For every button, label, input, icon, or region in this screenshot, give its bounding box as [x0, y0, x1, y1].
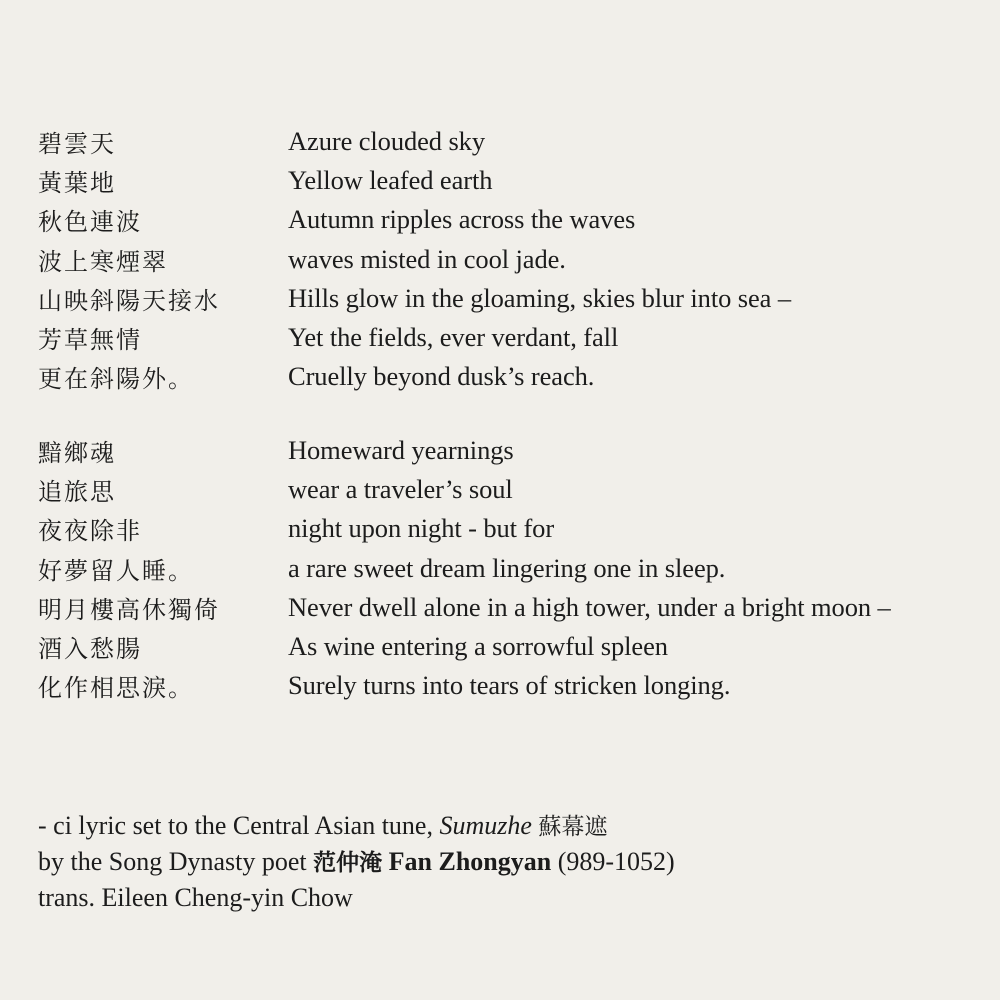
tune-prefix: - ci lyric set to the Central Asian tune,	[38, 811, 440, 840]
english-text: waves misted in cool jade.	[288, 243, 566, 274]
tune-credit	[38, 808, 988, 844]
chinese-text: 酒入愁腸	[38, 635, 142, 664]
poet-name: Fan Zhongyan	[388, 847, 552, 876]
english-text: Cruelly beyond dusk’s reach.	[288, 361, 595, 392]
poet-name-chinese: 范仲淹	[313, 850, 383, 876]
chinese-text: 化作相思淚。	[38, 674, 194, 703]
english-text: Never dwell alone in a high tower, under a bright moon –	[288, 591, 891, 622]
tune-name-chinese: 蘇幕遮	[538, 814, 608, 840]
chinese-text: 秋色連波	[38, 208, 142, 237]
english-text: Azure clouded sky	[288, 126, 485, 157]
tune-name: Sumuzhe	[439, 811, 532, 840]
translator-credit: trans. Eileen Cheng-yin Chow	[38, 883, 353, 912]
english-text: Yellow leafed earth	[288, 165, 493, 196]
chinese-text: 追旅思	[38, 478, 116, 507]
poem-line	[38, 279, 988, 318]
poet-dates: (989-1052)	[557, 847, 675, 876]
chinese-text: 明月樓高休獨倚	[38, 595, 220, 624]
chinese-text: 更在斜陽外。	[38, 365, 194, 394]
poem-line	[38, 470, 988, 509]
english-text: wear a traveler’s soul	[288, 474, 513, 505]
poet-credit	[38, 844, 988, 880]
english-text: As wine entering a sorrowful spleen	[288, 631, 668, 662]
english-text: a rare sweet dream lingering one in sleep.	[288, 552, 726, 583]
chinese-text: 波上寒煙翠	[38, 247, 168, 276]
poem-line	[38, 666, 988, 705]
english-text: Hills glow in the gloaming, skies blur into sea –	[288, 282, 791, 313]
english-text: night upon night - but for	[288, 513, 555, 544]
poem-line	[38, 161, 988, 200]
english-text: Autumn ripples across the waves	[288, 204, 636, 235]
poem-line	[38, 549, 988, 588]
chinese-text: 碧雲天	[38, 130, 116, 159]
credits	[38, 808, 988, 916]
chinese-text: 夜夜除非	[38, 517, 142, 546]
english-text: Homeward yearnings	[288, 435, 514, 466]
chinese-text: 黯鄉魂	[38, 439, 116, 468]
poem-line	[38, 200, 988, 239]
chinese-text: 黃葉地	[38, 169, 116, 198]
english-text: Yet the fields, ever verdant, fall	[288, 322, 619, 353]
poem-line	[38, 318, 988, 357]
poem-line	[38, 509, 988, 548]
chinese-text: 山映斜陽天接水	[38, 286, 220, 315]
poem-line	[38, 588, 988, 627]
poet-prefix: by the Song Dynasty poet	[38, 847, 314, 876]
poem-line	[38, 357, 988, 396]
stanza-1	[38, 122, 988, 396]
poem-line	[38, 240, 988, 279]
stanza-2	[38, 431, 988, 705]
poem-line	[38, 122, 988, 161]
poem-line	[38, 627, 988, 666]
english-text: Surely turns into tears of stricken longing.	[288, 670, 731, 701]
poem-line	[38, 431, 988, 470]
chinese-text: 芳草無情	[38, 326, 142, 355]
chinese-text: 好夢留人睡。	[38, 556, 194, 585]
